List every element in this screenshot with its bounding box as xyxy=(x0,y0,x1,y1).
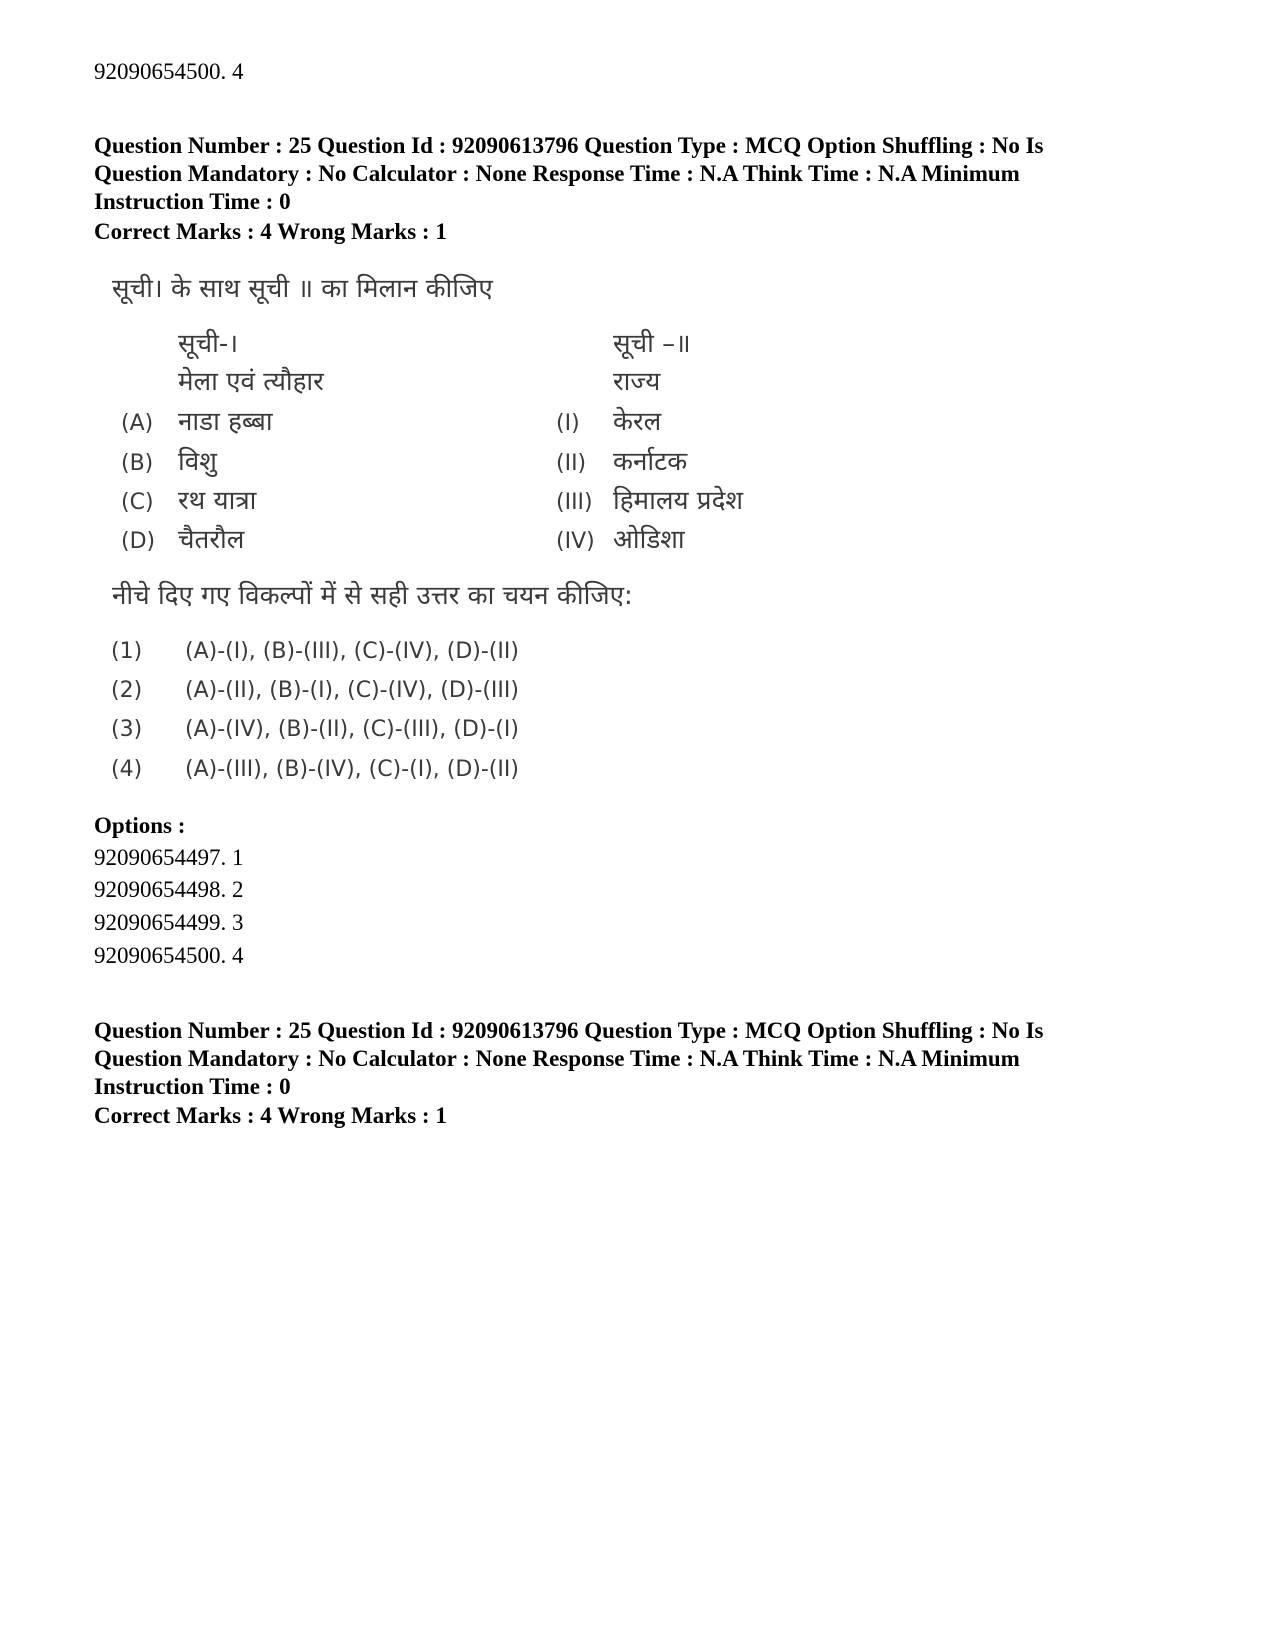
list1-item: रथ यात्रा xyxy=(178,486,257,516)
marks-line: Correct Marks : 4 Wrong Marks : 1 xyxy=(94,219,447,244)
list2-mark: (I) xyxy=(556,411,580,436)
option-item: 92090654497. 1 xyxy=(94,845,244,870)
metadata-line-3: Instruction Time : 0 xyxy=(94,189,291,214)
question-metadata xyxy=(94,1017,1204,1101)
metadata-line-1: Question Number : 25 Question Id : 92090613796 Question Type : MCQ Option Shuffling : No Is xyxy=(94,1018,1044,1043)
metadata-line-2: Question Mandatory : No Calculator : None Response Time : N.A Think Time : N.A Minimum xyxy=(94,1046,1020,1071)
list2-item: ओडिशा xyxy=(613,525,685,555)
previous-option-line: 92090654500. 4 xyxy=(94,59,244,84)
list2-mark: (II) xyxy=(556,451,587,476)
marks-line: Correct Marks : 4 Wrong Marks : 1 xyxy=(94,1103,447,1128)
list1-mark: (B) xyxy=(121,451,154,476)
option-item: 92090654499. 3 xyxy=(94,910,244,935)
options-label: Options : xyxy=(94,813,186,838)
list1-mark: (C) xyxy=(121,490,154,515)
list1-item: विशु xyxy=(178,447,217,477)
choice-text: (A)-(IV), (B)-(II), (C)-(III), (D)-(I) xyxy=(185,717,519,742)
question-instruction: नीचे दिए गए विकल्पों में से सही उत्तर का चयन कीजिए: xyxy=(112,581,633,611)
choice-number: (4) xyxy=(111,757,143,782)
list2-item: कर्नाटक xyxy=(613,447,688,477)
option-item: 92090654498. 2 xyxy=(94,877,244,902)
choice-text: (A)-(I), (B)-(III), (C)-(IV), (D)-(II) xyxy=(185,639,519,664)
list2-heading: सूची –॥ xyxy=(613,329,691,359)
metadata-line-3: Instruction Time : 0 xyxy=(94,1074,291,1099)
list2-subheading: राज्य xyxy=(613,367,661,397)
list2-item: केरल xyxy=(613,407,662,437)
option-item: 92090654500. 4 xyxy=(94,943,244,968)
choice-text: (A)-(II), (B)-(I), (C)-(IV), (D)-(III) xyxy=(185,678,519,703)
list1-item: नाडा हब्बा xyxy=(178,407,273,437)
list1-heading: सूची-। xyxy=(178,329,239,359)
metadata-line-1: Question Number : 25 Question Id : 92090613796 Question Type : MCQ Option Shuffling : No Is xyxy=(94,133,1044,158)
choice-number: (3) xyxy=(111,717,143,742)
choice-text: (A)-(III), (B)-(IV), (C)-(I), (D)-(II) xyxy=(185,757,519,782)
list2-item: हिमालय प्रदेश xyxy=(613,486,744,516)
list1-mark: (D) xyxy=(121,529,156,554)
list1-item: चैतरौल xyxy=(178,525,245,555)
question-title: सूची। के साथ सूची ॥ का मिलान कीजिए xyxy=(112,274,493,304)
list2-mark: (III) xyxy=(556,490,593,515)
choice-number: (2) xyxy=(111,678,143,703)
choice-number: (1) xyxy=(111,639,143,664)
metadata-line-2: Question Mandatory : No Calculator : None Response Time : N.A Think Time : N.A Minimum xyxy=(94,161,1020,186)
list1-mark: (A) xyxy=(121,411,154,436)
list1-subheading: मेला एवं त्यौहार xyxy=(178,367,324,397)
question-image xyxy=(0,0,1275,800)
list2-mark: (IV) xyxy=(556,529,595,554)
